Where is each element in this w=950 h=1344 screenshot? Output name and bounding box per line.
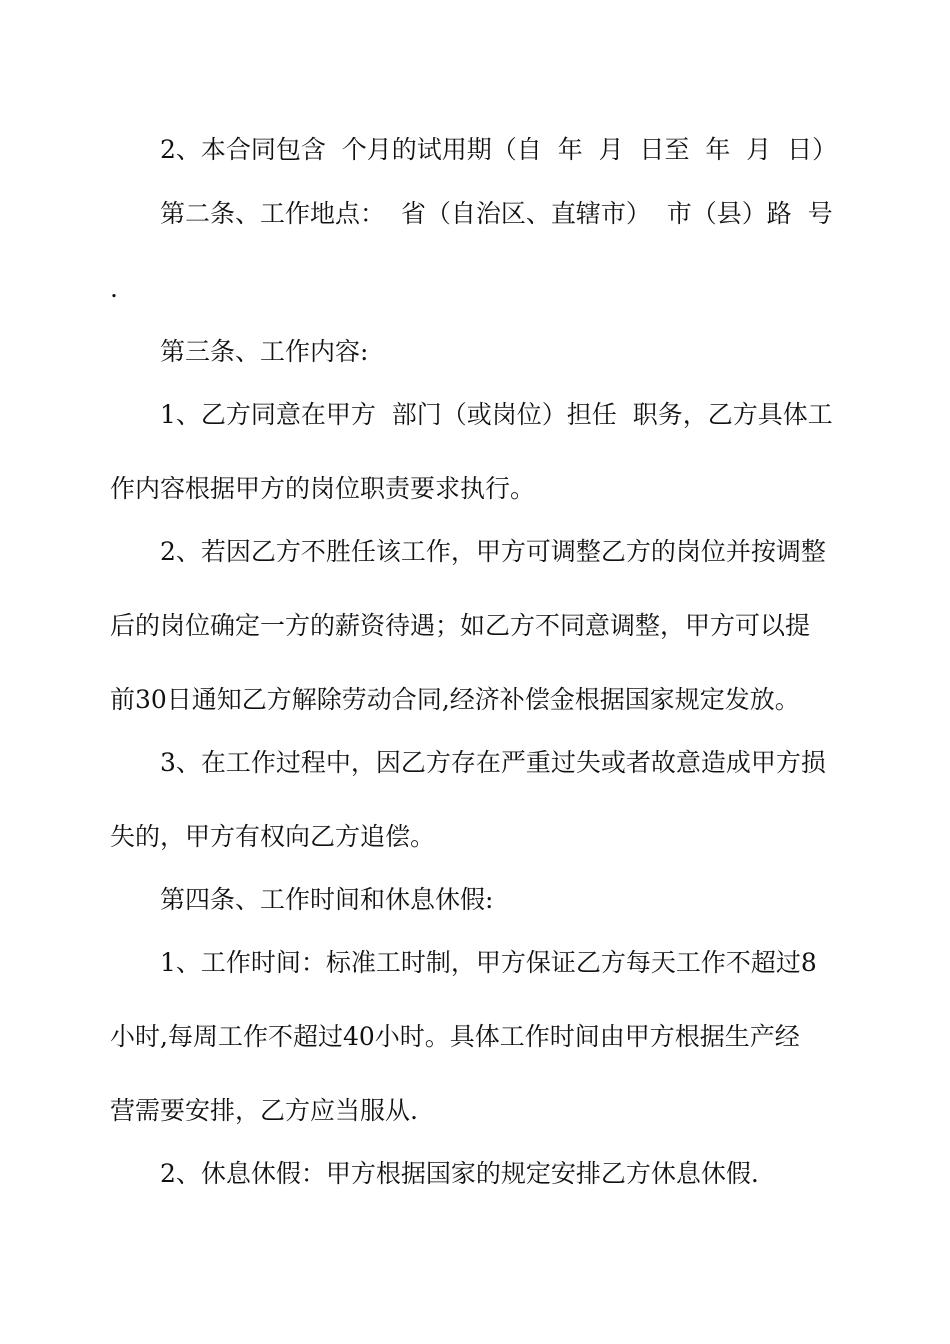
article-3-item-2-line-1: 2、若因乙方不胜任该工作，甲方可调整乙方的岗位并按调整 bbox=[160, 537, 826, 566]
article-3-item-3-line-1: 3、在工作过程中，因乙方存在严重过失或者故意造成甲方损 bbox=[160, 748, 826, 777]
article-3-item-1-line-1: 1、乙方同意在甲方 部门（或岗位）担任 职务，乙方具体工 bbox=[160, 400, 833, 429]
article-3-item-3-line-2: 失的，甲方有权向乙方追偿。 bbox=[110, 822, 436, 851]
article-3-item-2-line-3: 前30日通知乙方解除劳动合同,经济补偿金根据国家规定发放。 bbox=[110, 685, 800, 714]
article-3-item-1-line-2: 作内容根据甲方的岗位职责要求执行。 bbox=[110, 474, 536, 503]
article-4-heading: 第四条、工作时间和休息休假: bbox=[160, 885, 494, 914]
article-4-item-1-line-1: 1、工作时间：标准工时制，甲方保证乙方每天工作不超过8 bbox=[160, 948, 817, 977]
article-3-heading: 第三条、工作内容: bbox=[160, 337, 369, 366]
article-3-item-2-line-2: 后的岗位确定一方的薪资待遇；如乙方不同意调整，甲方可以提 bbox=[110, 611, 811, 640]
article-4-item-1-line-3: 营需要安排，乙方应当服从. bbox=[110, 1096, 418, 1125]
article-2-work-location: 第二条、工作地点： 省（自治区、直辖市） 市（县）路 号 bbox=[160, 199, 833, 228]
trailing-period: . bbox=[110, 274, 118, 303]
article-4-item-2: 2、休息休假：甲方根据国家的规定安排乙方休息休假. bbox=[160, 1159, 759, 1188]
trial-period-clause: 2、本合同包含 个月的试用期（自 年 月 日至 年 月 日） bbox=[160, 135, 838, 164]
article-4-item-1-line-2: 小时,每周工作不超过40小时。具体工作时间由甲方根据生产经 bbox=[110, 1022, 800, 1051]
